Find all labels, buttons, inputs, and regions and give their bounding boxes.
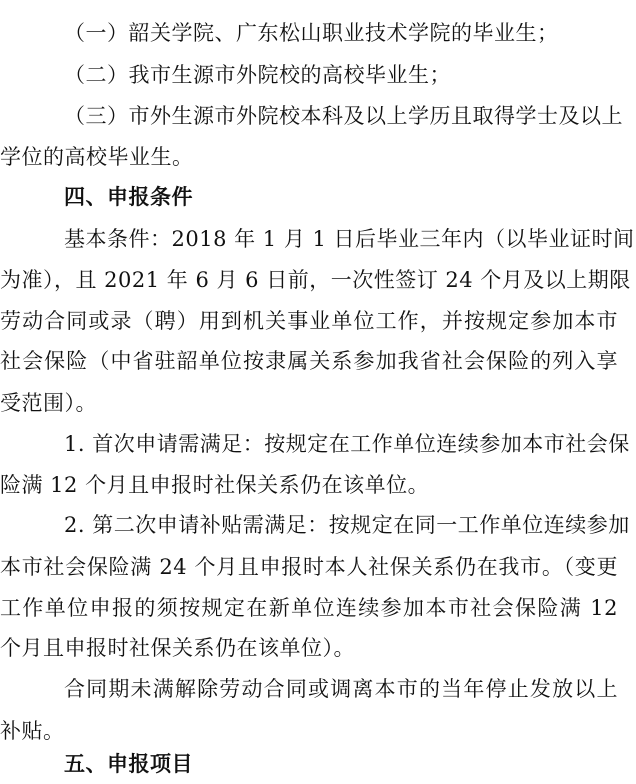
paragraph-line: 2. 第二次申请补贴需满足：按规定在同一工作单位连续参加: [64, 513, 630, 537]
paragraph-line: 险满 12 个月且申报时社保关系仍在该单位。: [0, 473, 430, 497]
list-item-3: （三）市外生源市外院校本科及以上学历且取得学士及以上: [64, 104, 623, 128]
paragraph-line: 基本条件：2018 年 1 月 1 日后毕业三年内（以毕业证时间: [64, 227, 635, 251]
paragraph-line: 工作单位申报的须按规定在新单位连续参加本市社会保险满 12: [0, 596, 618, 620]
list-item-1: （一）韶关学院、广东松山职业技术学院的毕业生；: [64, 21, 559, 45]
paragraph-line: 本市社会保险满 24 个月且申报时本人社保关系仍在我市。（变更: [0, 555, 618, 579]
paragraph-line: 劳动合同或录（聘）用到机关事业单位工作，并按规定参加本市: [0, 309, 618, 333]
list-item-3-continued: 学位的高校毕业生。: [0, 145, 194, 169]
paragraph-line: 1. 首次申请需满足：按规定在工作单位连续参加本市社会保: [64, 432, 630, 456]
paragraph-line: 补贴。: [0, 719, 65, 743]
section-heading-5: 五、申报项目: [64, 752, 193, 776]
paragraph-line: 合同期未满解除劳动合同或调离本市的当年停止发放以上: [64, 677, 618, 701]
paragraph-line: 受范围）。: [0, 391, 97, 415]
section-heading-4: 四、申报条件: [64, 185, 193, 209]
paragraph-line: 社会保险（中省驻韶单位按隶属关系参加我省社会保险的列入享: [0, 349, 618, 373]
list-item-2: （二）我市生源市外院校的高校毕业生；: [64, 63, 451, 87]
paragraph-line: 个月且申报时社保关系仍在该单位）。: [0, 636, 355, 660]
paragraph-line: 为准），且 2021 年 6 月 6 日前，一次性签订 24 个月及以上期限: [0, 268, 631, 292]
